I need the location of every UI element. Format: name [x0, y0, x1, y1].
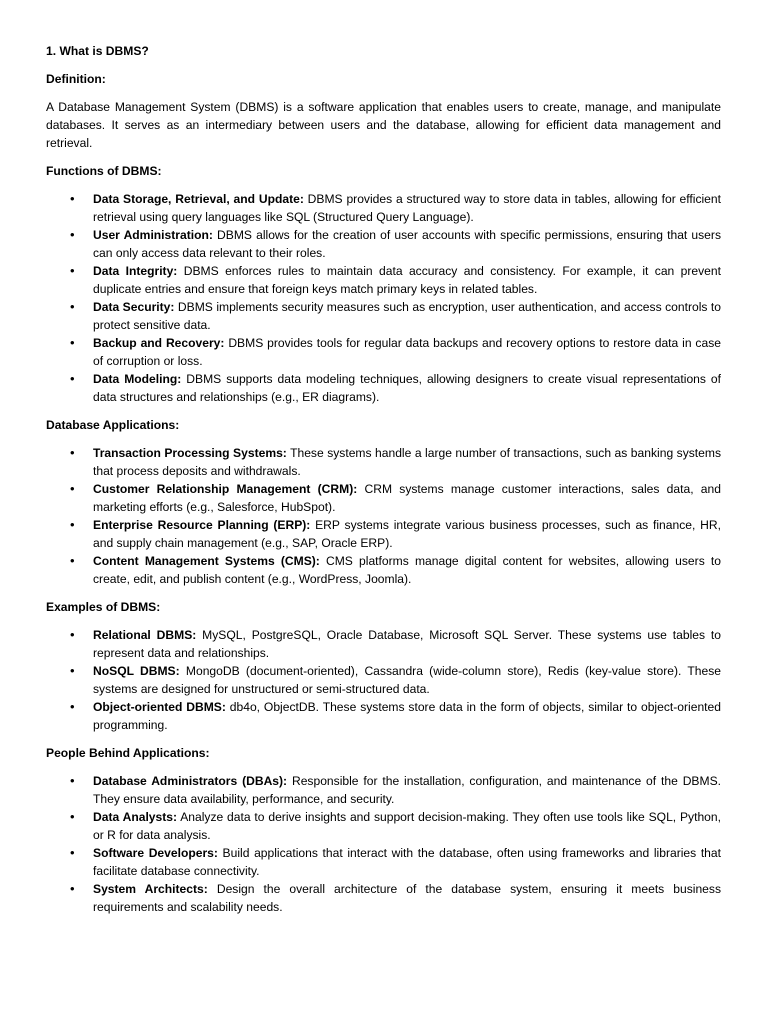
list-item-term: System Architects: — [93, 882, 208, 896]
document-title: 1. What is DBMS? — [46, 44, 149, 58]
list-item-term: Software Developers: — [93, 846, 218, 860]
list-item — [46, 334, 721, 370]
list-item — [46, 480, 721, 516]
list-item-term: User Administration: — [93, 228, 213, 242]
people-list — [46, 772, 721, 916]
bullet-icon: • — [70, 445, 75, 460]
list-item — [46, 190, 721, 226]
list-item-term: Enterprise Resource Planning (ERP): — [93, 518, 311, 532]
functions-list — [46, 190, 721, 406]
applications-list — [46, 444, 721, 588]
list-item — [46, 698, 721, 734]
list-item — [46, 444, 721, 480]
list-item — [46, 262, 721, 298]
list-item-text: DBMS enforces rules to maintain data accuracy and consistency. For example, it can prevent duplicate entries and ensure that foreign keys match primary keys in related tables. — [93, 264, 721, 296]
bullet-icon: • — [70, 699, 75, 714]
list-item-text: Analyze data to derive insights and support decision-making. They often use tools like SQL, Python, or R for data analysis. — [93, 810, 721, 842]
list-item — [46, 626, 721, 662]
list-item — [46, 370, 721, 406]
list-item-term: Object-oriented DBMS: — [93, 700, 226, 714]
list-item-term: Customer Relationship Management (CRM): — [93, 482, 358, 496]
list-item-text: MySQL, PostgreSQL, Oracle Database, Microsoft SQL Server. These systems use tables to represent data and relationships. — [93, 628, 721, 660]
list-item-text: MongoDB (document-oriented), Cassandra (wide-column store), Redis (key-value store). These systems are designed for unstructured or semi-structured data. — [93, 664, 721, 696]
list-item — [46, 298, 721, 334]
list-item-text: These systems handle a large number of transactions, such as banking systems that process deposits and withdrawals. — [93, 446, 721, 478]
list-item-term: Backup and Recovery: — [93, 336, 225, 350]
list-item-term: Data Integrity: — [93, 264, 178, 278]
bullet-icon: • — [70, 335, 75, 350]
bullet-icon: • — [70, 553, 75, 568]
bullet-icon: • — [70, 773, 75, 788]
bullet-icon: • — [70, 627, 75, 642]
bullet-icon: • — [70, 845, 75, 860]
list-item-text: CMS platforms manage digital content for websites, allowing users to create, edit, and publish content (e.g., WordPress, Joomla). — [93, 554, 721, 586]
list-item-term: Data Security: — [93, 300, 175, 314]
bullet-icon: • — [70, 663, 75, 678]
list-item-term: Database Administrators (DBAs): — [93, 774, 288, 788]
bullet-icon: • — [70, 809, 75, 824]
list-item-term: Transaction Processing Systems: — [93, 446, 287, 460]
list-item-term: NoSQL DBMS: — [93, 664, 180, 678]
list-item — [46, 662, 721, 698]
bullet-icon: • — [70, 517, 75, 532]
section-heading-examples: Examples of DBMS: — [46, 600, 161, 614]
list-item-term: Content Management Systems (CMS): — [93, 554, 320, 568]
section-heading-applications: Database Applications: — [46, 418, 180, 432]
list-item-text: ERP systems integrate various business processes, such as finance, HR, and supply chain management (e.g., SAP, Oracle ERP). — [93, 518, 721, 550]
definition-paragraph: A Database Management System (DBMS) is a software application that enables users to create, manage, and manipulate databases. It serves as an intermediary between users and the database, allowing for efficient data management and retrieval. — [46, 100, 721, 150]
list-item — [46, 552, 721, 588]
list-item-text: db4o, ObjectDB. These systems store data in the form of objects, similar to object-oriented programming. — [93, 700, 721, 732]
section-heading-functions: Functions of DBMS: — [46, 164, 162, 178]
list-item — [46, 808, 721, 844]
bullet-icon: • — [70, 481, 75, 496]
list-item-text: DBMS supports data modeling techniques, allowing designers to create visual representations of data structures and relationships (e.g., ER diagrams). — [93, 372, 722, 404]
section-heading-people: People Behind Applications: — [46, 746, 210, 760]
bullet-icon: • — [70, 263, 75, 278]
definition-heading: Definition: — [46, 72, 106, 86]
list-item — [46, 516, 721, 552]
list-item-text: DBMS provides tools for regular data backups and recovery options to restore data in case of corruption or loss. — [93, 336, 721, 368]
list-item-text: Responsible for the installation, configuration, and maintenance of the DBMS. They ensure data availability, performance, and security. — [93, 774, 721, 806]
list-item — [46, 880, 721, 916]
list-item — [46, 226, 721, 262]
list-item-text: DBMS implements security measures such as encryption, user authentication, and access controls to protect sensitive data. — [93, 300, 721, 332]
list-item-term: Data Analysts: — [93, 810, 178, 824]
list-item-text: Design the overall architecture of the database system, ensuring it meets business requirements and scalability needs. — [93, 882, 722, 914]
list-item — [46, 772, 721, 808]
bullet-icon: • — [70, 191, 75, 206]
list-item-text: Build applications that interact with the database, often using frameworks and libraries that facilitate database connectivity. — [93, 846, 721, 878]
bullet-icon: • — [70, 299, 75, 314]
bullet-icon: • — [70, 881, 75, 896]
list-item-text: CRM systems manage customer interactions, sales data, and marketing efforts (e.g., Salesforce, HubSpot). — [93, 482, 721, 514]
list-item-term: Data Storage, Retrieval, and Update: — [93, 192, 304, 206]
list-item-text: DBMS provides a structured way to store data in tables, allowing for efficient retrieval using query languages like SQL (Structured Query Language). — [93, 192, 721, 224]
bullet-icon: • — [70, 227, 75, 242]
list-item-text: DBMS allows for the creation of user accounts with specific permissions, ensuring that users can only access data relevant to their roles. — [93, 228, 721, 260]
list-item — [46, 844, 721, 880]
examples-list — [46, 626, 721, 734]
bullet-icon: • — [70, 371, 75, 386]
list-item-term: Data Modeling: — [93, 372, 182, 386]
list-item-term: Relational DBMS: — [93, 628, 197, 642]
